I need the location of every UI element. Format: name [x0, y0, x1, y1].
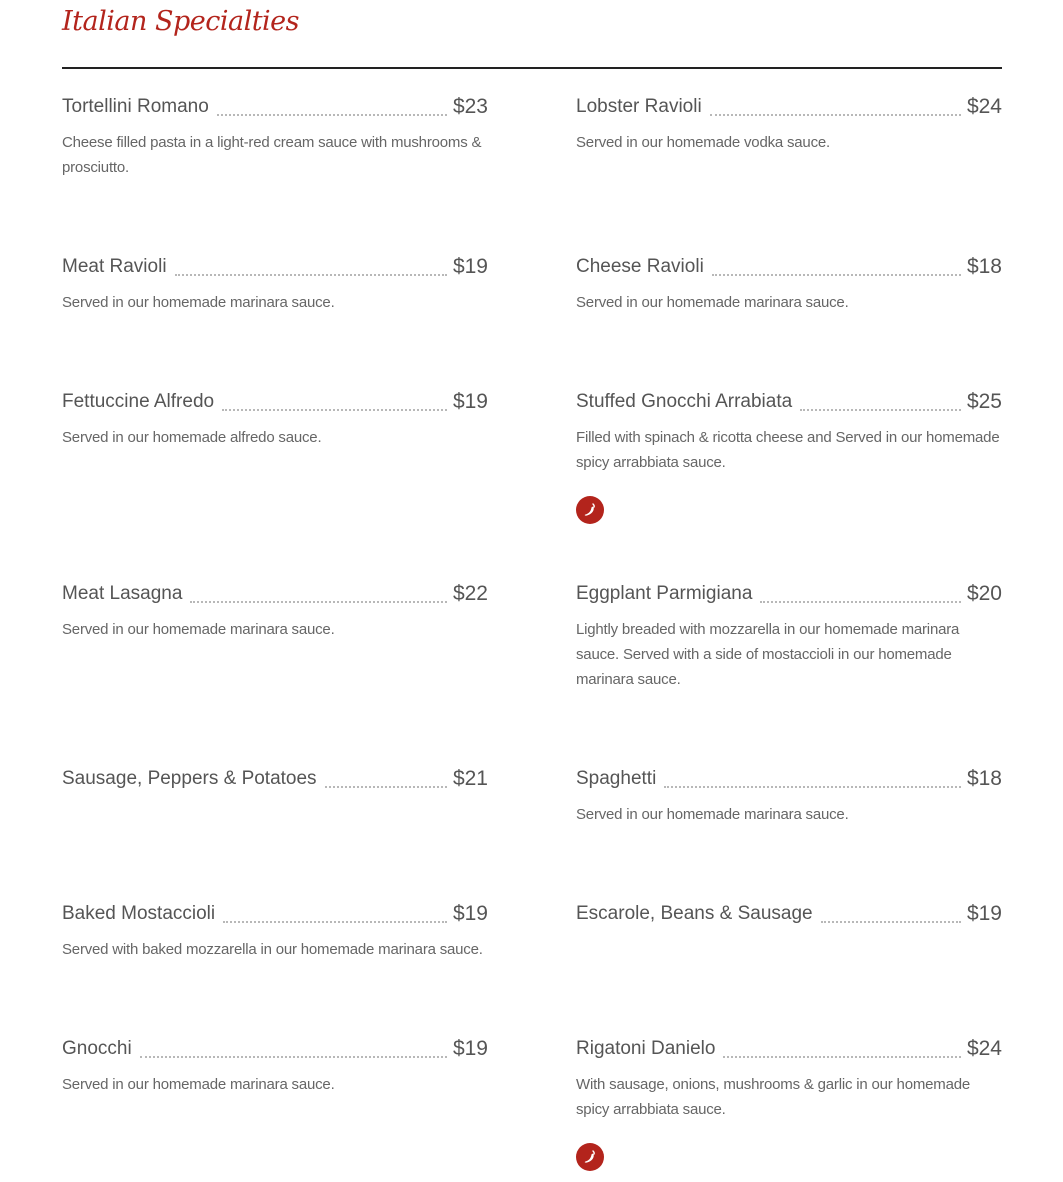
menu-item-price: $24 — [966, 1037, 1002, 1060]
menu-item-name: Spaghetti — [576, 768, 657, 789]
chili-pepper-glyph — [582, 1149, 598, 1165]
menu-item-name: Meat Ravioli — [62, 256, 167, 277]
dot-leader — [190, 600, 447, 603]
menu-item-name: Cheese Ravioli — [576, 256, 704, 277]
menu-item-header — [62, 250, 488, 278]
menu-item-description: Served in our homemade alfredo sauce. — [62, 429, 322, 446]
menu-item-name: Stuffed Gnocchi Arrabiata — [576, 391, 793, 412]
menu-item-name: Sausage, Peppers & Potatoes — [62, 768, 317, 789]
menu-item-price: $24 — [966, 95, 1002, 118]
menu-item-name: Eggplant Parmigiana — [576, 583, 753, 604]
menu-item-name: Baked Mostaccioli — [62, 903, 216, 924]
menu-item-price: $18 — [966, 255, 1002, 278]
menu-item-header — [62, 897, 488, 925]
menu-item-description: Served in our homemade marinara sauce. — [576, 294, 849, 311]
dot-leader — [223, 920, 447, 923]
menu-item-price: $25 — [966, 390, 1002, 413]
menu-item-description: Served in our homemade marinara sauce. — [62, 621, 335, 638]
menu-item-description: Served with baked mozzarella in our homemade marinara sauce. — [62, 941, 483, 958]
menu-item — [62, 250, 488, 315]
menu-item-header — [62, 1032, 488, 1060]
dot-leader — [821, 920, 961, 923]
dot-leader — [217, 113, 447, 116]
menu-item — [576, 762, 1002, 827]
menu-item-description: With sausage, onions, mushrooms & garlic in our homemade spicy arrabbiata sauce. — [576, 1076, 970, 1118]
menu-item-header — [576, 897, 1002, 925]
menu-item-description: Served in our homemade vodka sauce. — [576, 134, 830, 151]
menu-item-price: $19 — [966, 902, 1002, 925]
menu-item — [576, 90, 1002, 155]
menu-item-header — [62, 762, 488, 790]
menu-item-description: Lightly breaded with mozzarella in our homemade marinara sauce. Served with a side of mostaccioli in our homemade marinara sauce. — [576, 621, 960, 688]
menu-item-description: Filled with spinach & ricotta cheese and Served in our homemade spicy arrabbiata sauce. — [576, 429, 1000, 471]
menu-item-description: Served in our homemade marinara sauce. — [576, 806, 849, 823]
menu-item-header — [62, 385, 488, 413]
dot-leader — [140, 1055, 447, 1058]
menu-item-header — [576, 577, 1002, 605]
menu-item-header — [576, 250, 1002, 278]
dot-leader — [222, 408, 447, 411]
menu-item-name: Meat Lasagna — [62, 583, 183, 604]
menu-item — [576, 385, 1002, 524]
section-divider — [62, 67, 1002, 69]
dot-leader — [325, 785, 447, 788]
menu-item-description: Served in our homemade marinara sauce. — [62, 294, 335, 311]
menu-item-price: $19 — [452, 1037, 488, 1060]
menu-item-price: $22 — [452, 582, 488, 605]
menu-item-price: $19 — [452, 255, 488, 278]
menu-item-header — [576, 90, 1002, 118]
menu-item — [62, 577, 488, 642]
menu-item-header — [62, 577, 488, 605]
menu-item-header — [576, 385, 1002, 413]
dot-leader — [800, 408, 961, 411]
menu-item-price: $21 — [452, 767, 488, 790]
chili-pepper-icon — [576, 1143, 604, 1171]
menu-item — [576, 577, 1002, 692]
menu-item-name: Rigatoni Danielo — [576, 1038, 716, 1059]
dot-leader — [712, 273, 961, 276]
menu-item-name: Fettuccine Alfredo — [62, 391, 215, 412]
menu-item-description: Cheese filled pasta in a light-red cream sauce with mushrooms & prosciutto. — [62, 134, 482, 176]
menu-item-header — [576, 1032, 1002, 1060]
menu-item-price: $19 — [452, 390, 488, 413]
menu-item — [62, 385, 488, 450]
dot-leader — [760, 600, 961, 603]
dot-leader — [723, 1055, 961, 1058]
menu-item-header — [62, 90, 488, 118]
menu-item — [576, 250, 1002, 315]
dot-leader — [710, 113, 961, 116]
menu-item — [62, 897, 488, 962]
menu-item-header — [576, 762, 1002, 790]
menu-item-price: $18 — [966, 767, 1002, 790]
menu-item — [576, 897, 1002, 925]
dot-leader — [664, 785, 961, 788]
menu-item — [62, 90, 488, 180]
menu-item-name: Escarole, Beans & Sausage — [576, 903, 813, 924]
menu-item-price: $19 — [452, 902, 488, 925]
menu-item-price: $23 — [452, 95, 488, 118]
section-title: Italian Specialties — [62, 6, 300, 37]
menu-item-name: Gnocchi — [62, 1038, 132, 1059]
menu-item-name: Tortellini Romano — [62, 96, 209, 117]
chili-pepper-glyph — [582, 502, 598, 518]
menu-item — [576, 1032, 1002, 1171]
menu-item-price: $20 — [966, 582, 1002, 605]
menu-item-description: Served in our homemade marinara sauce. — [62, 1076, 335, 1093]
dot-leader — [175, 273, 447, 276]
menu-item-name: Lobster Ravioli — [576, 96, 702, 117]
chili-pepper-icon — [576, 496, 604, 524]
menu-item — [62, 1032, 488, 1097]
menu-item — [62, 762, 488, 790]
